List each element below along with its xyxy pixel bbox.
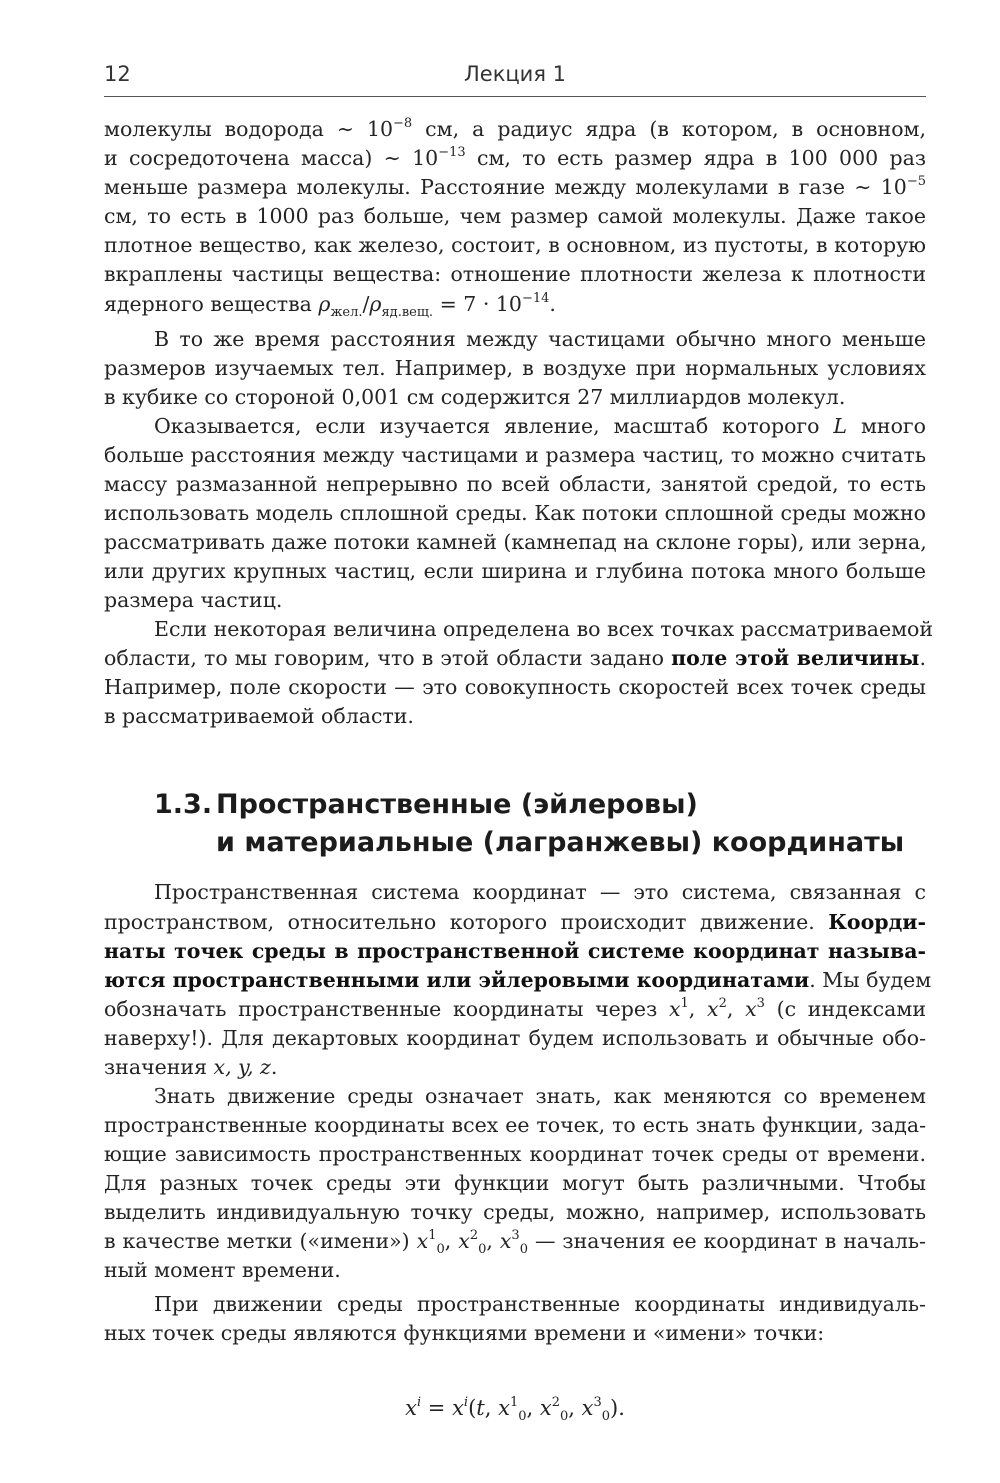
text-line: Для разных точек среды эти функции могут быть различными. Чтобы bbox=[104, 1171, 926, 1195]
section-heading bbox=[154, 786, 934, 862]
text-line: Если некоторая величина определена во всех точках рассматриваемой bbox=[154, 617, 934, 641]
text-line: обозначать пространственные координаты через $x^1$, $x^2$, $x^3$ (с индексами bbox=[104, 996, 926, 1021]
text-line: массу размазанной непрерывно по всей области, занятой средой, то есть bbox=[104, 472, 926, 496]
text-line: ются пространственными или эйлеровыми координатами. Мы будем bbox=[104, 968, 932, 992]
text-line: При движении среды пространственные координаты индивидуаль- bbox=[154, 1292, 926, 1316]
text-line: Знать движение среды означает знать, как меняются со временем bbox=[154, 1084, 926, 1108]
text-line: молекулы водорода ∼ $10^{-8}$ см, а радиус ядра (в котором, в основном, bbox=[104, 116, 926, 141]
text-line: ядерного вещества $\rho_{жел.}/\rho_{яд.вещ.} = 7 \cdot 10^{-14}$. bbox=[104, 291, 556, 320]
text-line: в рассматриваемой области. bbox=[104, 704, 414, 728]
text-line: наты точек среды в пространственной системе координат называ- bbox=[104, 939, 926, 963]
text-line: см, то есть в 1000 раз больше, чем размер самой молекулы. Даже такое bbox=[104, 204, 926, 228]
section-title-line-1: Пространственные (эйлеровы) bbox=[216, 789, 698, 820]
text-line: вкраплены частицы вещества: отношение плотности железа к плотности bbox=[104, 262, 926, 286]
text-line: значения x, y, z. bbox=[104, 1055, 278, 1079]
text-line: рассматривать даже потоки камней (камнепад на склоне горы), или зерна, bbox=[104, 530, 927, 554]
section-number: 1.3. bbox=[154, 789, 213, 820]
text-line: ных точек среды являются функциями времени и «имени» точки: bbox=[104, 1321, 825, 1345]
text-line: или других крупных частиц, если ширина и глубина потока много больше bbox=[104, 559, 926, 583]
text-line: больше расстояния между частицами и размера частиц, то можно считать bbox=[104, 443, 926, 467]
section-title-line-2: и материальные (лагранжевы) координаты bbox=[216, 827, 905, 858]
running-title: Лекция 1 bbox=[463, 62, 566, 86]
page-header bbox=[104, 62, 926, 97]
text-line: плотное вещество, как железо, состоит, в основном, из пустоты, в которую bbox=[104, 233, 926, 257]
text-line: наверху!). Для декартовых координат будем использовать и обычные обо- bbox=[104, 1026, 926, 1050]
text-line: В то же время расстояния между частицами обычно много меньше bbox=[154, 327, 926, 351]
text-line: и сосредоточена масса) ∼ $10^{-13}$ см, то есть размер ядра в 100 000 раз bbox=[104, 145, 926, 170]
text-line: Например, поле скорости — это совокупность скоростей всех точек среды bbox=[104, 675, 926, 699]
text-line: области, то мы говорим, что в этой области задано поле этой величины. bbox=[104, 646, 926, 670]
bold-term: поле этой величины bbox=[671, 646, 920, 670]
text-line: использовать модель сплошной среды. Как потоки сплошной среды можно bbox=[104, 501, 926, 525]
text-line: Оказывается, если изучается явление, масштаб которого L много bbox=[154, 414, 926, 438]
display-formula: $x^i = x^i(t$, $x^1_0$, $x^2_0$, $x^3_0$). bbox=[405, 1395, 625, 1424]
text-line: размера частиц. bbox=[104, 588, 283, 612]
text-line: меньше размера молекулы. Расстояние между молекулами в газе ∼ $10^{-5}$ bbox=[104, 174, 926, 199]
text-line: в кубике со стороной 0,001 см содержится 27 миллиардов молекул. bbox=[104, 385, 846, 409]
page-number: 12 bbox=[104, 62, 131, 86]
text-line: пространством, относительно которого происходит движение. Коорди- bbox=[104, 910, 926, 934]
text-line: ный момент времени. bbox=[104, 1258, 341, 1282]
text-line: пространственные координаты всех ее точек, то есть знать функции, зада- bbox=[104, 1113, 926, 1137]
text-line: ющие зависимость пространственных координат точек среды от времени. bbox=[104, 1142, 926, 1166]
text-line: выделить индивидуальную точку среды, можно, например, использовать bbox=[104, 1200, 926, 1224]
text-line: Пространственная система координат — это система, связанная с bbox=[154, 880, 926, 904]
text-line: размеров изучаемых тел. Например, в воздухе при нормальных условиях bbox=[104, 356, 926, 380]
text-line: в качестве метки («имени») $x^1_0$, $x^2_0$, $x^3_0$ — значения ее координат в началь- bbox=[104, 1228, 926, 1257]
